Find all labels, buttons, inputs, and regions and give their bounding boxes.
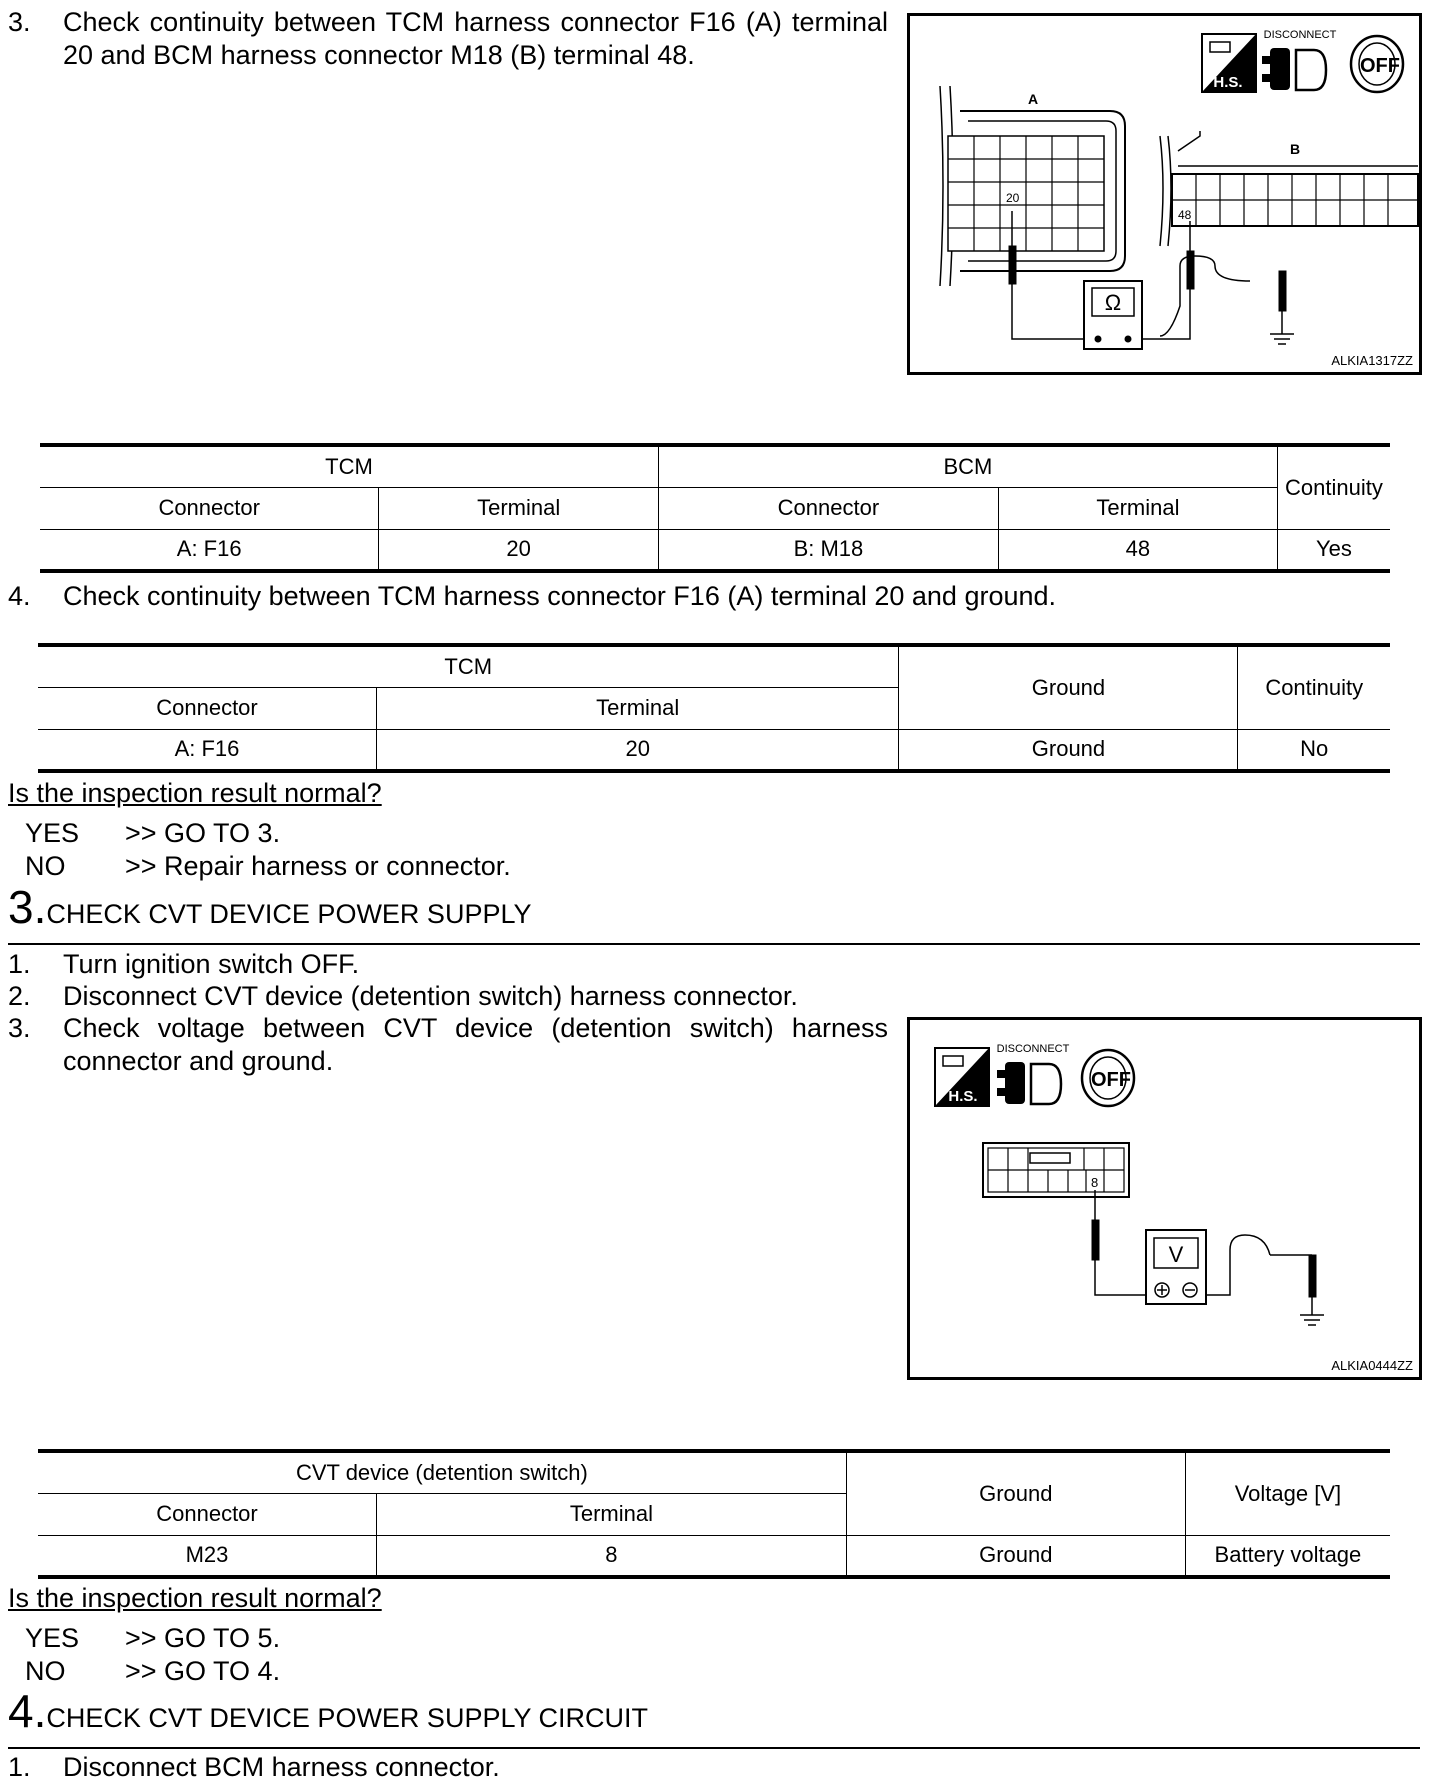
answer-action: >> Repair harness or connector.	[125, 851, 511, 881]
cell-continuity: Yes	[1277, 529, 1390, 571]
off-text: OFF	[1360, 55, 1400, 77]
cell-connector: A: F16	[38, 729, 377, 771]
step-text: Turn ignition switch OFF.	[63, 949, 360, 979]
answer-label: YES	[25, 1623, 80, 1653]
answer-no	[25, 850, 725, 883]
cell-continuity: No	[1238, 729, 1390, 771]
header-continuity: Continuity	[1277, 445, 1390, 529]
step-text: Disconnect CVT device (detention switch) harness connector.	[63, 981, 798, 1011]
cvt-device-connector	[983, 1143, 1129, 1197]
step-3-continuity-bcm	[8, 6, 888, 76]
probe-wires	[1092, 1190, 1324, 1325]
section-number: 4.	[8, 1685, 47, 1737]
cell-ground: Ground	[899, 729, 1238, 771]
step-text: Check continuity between TCM harness connector F16 (A) terminal 20 and BCM harness connector M18 (B) terminal 48.	[63, 7, 888, 70]
continuity-table-tcm-bcm	[40, 443, 1390, 573]
header-ground: Ground	[899, 645, 1238, 729]
cell-connector: B: M18	[658, 529, 998, 571]
answer-label: NO	[25, 1656, 66, 1686]
terminal-20-label: 20	[1006, 191, 1020, 205]
disconnect-icon	[1262, 29, 1337, 90]
answer-label: YES	[25, 818, 80, 848]
header-tcm: TCM	[38, 645, 899, 687]
hs-icon	[935, 1048, 989, 1106]
header-connector: Connector	[658, 487, 998, 529]
section-title: CHECK CVT DEVICE POWER SUPPLY CIRCUIT	[46, 1703, 648, 1733]
section-divider	[8, 943, 1420, 945]
cell-connector: M23	[38, 1535, 377, 1577]
header-continuity: Continuity	[1238, 645, 1390, 729]
header-voltage: Voltage [V]	[1185, 1451, 1390, 1535]
header-connector: Connector	[40, 487, 379, 529]
header-terminal: Terminal	[998, 487, 1277, 529]
step-number: 1.	[8, 1752, 31, 1782]
ignition-off-icon	[1351, 36, 1403, 92]
section-title: CHECK CVT DEVICE POWER SUPPLY	[46, 899, 532, 929]
step-text: Check continuity between TCM harness connector F16 (A) terminal 20 and ground.	[63, 581, 1057, 611]
header-connector: Connector	[38, 1493, 377, 1535]
hs-icon	[1202, 34, 1256, 92]
continuity-table-tcm-ground	[38, 643, 1390, 773]
figure-voltage-diagram	[910, 1020, 1419, 1377]
answer-label: NO	[25, 851, 66, 881]
cell-terminal: 48	[998, 529, 1277, 571]
connector-b-label: B	[1290, 141, 1301, 157]
step-number: 1.	[8, 949, 31, 979]
step-number: 3.	[8, 7, 31, 37]
voltage-table-cvt-device	[38, 1449, 1390, 1579]
s3-step-2	[8, 980, 888, 1013]
hs-text: H.S.	[1213, 74, 1243, 91]
figure-code: ALKIA0444ZZ	[1331, 1358, 1413, 1373]
answer-action: >> GO TO 5.	[125, 1623, 281, 1653]
step-number: 2.	[8, 981, 31, 1011]
terminal-8-label: 8	[1091, 1175, 1099, 1190]
section-number: 3.	[8, 881, 47, 933]
cell-terminal: 20	[377, 729, 899, 771]
figure-voltage-check	[907, 1017, 1422, 1380]
answer-yes	[25, 817, 625, 850]
connector-b	[1160, 131, 1418, 246]
voltmeter	[1146, 1230, 1206, 1304]
cell-terminal: 20	[379, 529, 659, 571]
answer-yes	[25, 1622, 625, 1655]
connector-a	[940, 86, 1125, 286]
answer-action: >> GO TO 4.	[125, 1656, 281, 1686]
connector-a-label: A	[1028, 91, 1039, 107]
step-text: Disconnect BCM harness connector.	[63, 1752, 500, 1782]
disconnect-text: DISCONNECT	[996, 1043, 1070, 1055]
hs-text: H.S.	[948, 1088, 978, 1105]
header-ground: Ground	[846, 1451, 1185, 1535]
ohmmeter	[1084, 281, 1142, 349]
section-4-heading	[8, 1684, 648, 1738]
cell-connector: A: F16	[40, 529, 379, 571]
cell-voltage: Battery voltage	[1185, 1535, 1390, 1577]
header-terminal: Terminal	[377, 687, 899, 729]
s3-step-1	[8, 948, 888, 981]
header-bcm: BCM	[658, 445, 1277, 487]
cell-terminal: 8	[377, 1535, 847, 1577]
header-connector: Connector	[38, 687, 377, 729]
figure-continuity-tcm-bcm	[907, 13, 1422, 375]
section-3-heading	[8, 880, 531, 934]
cell-ground: Ground	[846, 1535, 1185, 1577]
s4-step-1	[8, 1751, 888, 1784]
section-divider	[8, 1747, 1420, 1749]
step-text: Check voltage between CVT device (detention switch) harness connector and ground.	[63, 1013, 888, 1076]
header-terminal: Terminal	[379, 487, 659, 529]
step-number: 3.	[8, 1013, 31, 1043]
step-number: 4.	[8, 581, 31, 611]
volt-symbol: V	[1168, 1242, 1184, 1267]
terminal-48-label: 48	[1178, 208, 1192, 222]
header-cvt-device: CVT device (detention switch)	[38, 1451, 846, 1493]
header-terminal: Terminal	[377, 1493, 847, 1535]
inspection-question: Is the inspection result normal?	[8, 1583, 382, 1613]
disconnect-text: DISCONNECT	[1263, 29, 1337, 41]
disconnect-icon	[997, 1043, 1070, 1104]
step-4-continuity-ground	[8, 580, 1408, 614]
ignition-off-icon	[1082, 1050, 1134, 1106]
figure-continuity-diagram	[910, 16, 1419, 372]
answer-action: >> GO TO 3.	[125, 818, 281, 848]
ohm-symbol: Ω	[1104, 290, 1122, 315]
inspection-question: Is the inspection result normal?	[8, 778, 382, 808]
s3-step-3	[8, 1012, 888, 1082]
header-tcm: TCM	[40, 445, 658, 487]
figure-code: ALKIA1317ZZ	[1331, 353, 1413, 368]
off-text: OFF	[1091, 1069, 1131, 1091]
